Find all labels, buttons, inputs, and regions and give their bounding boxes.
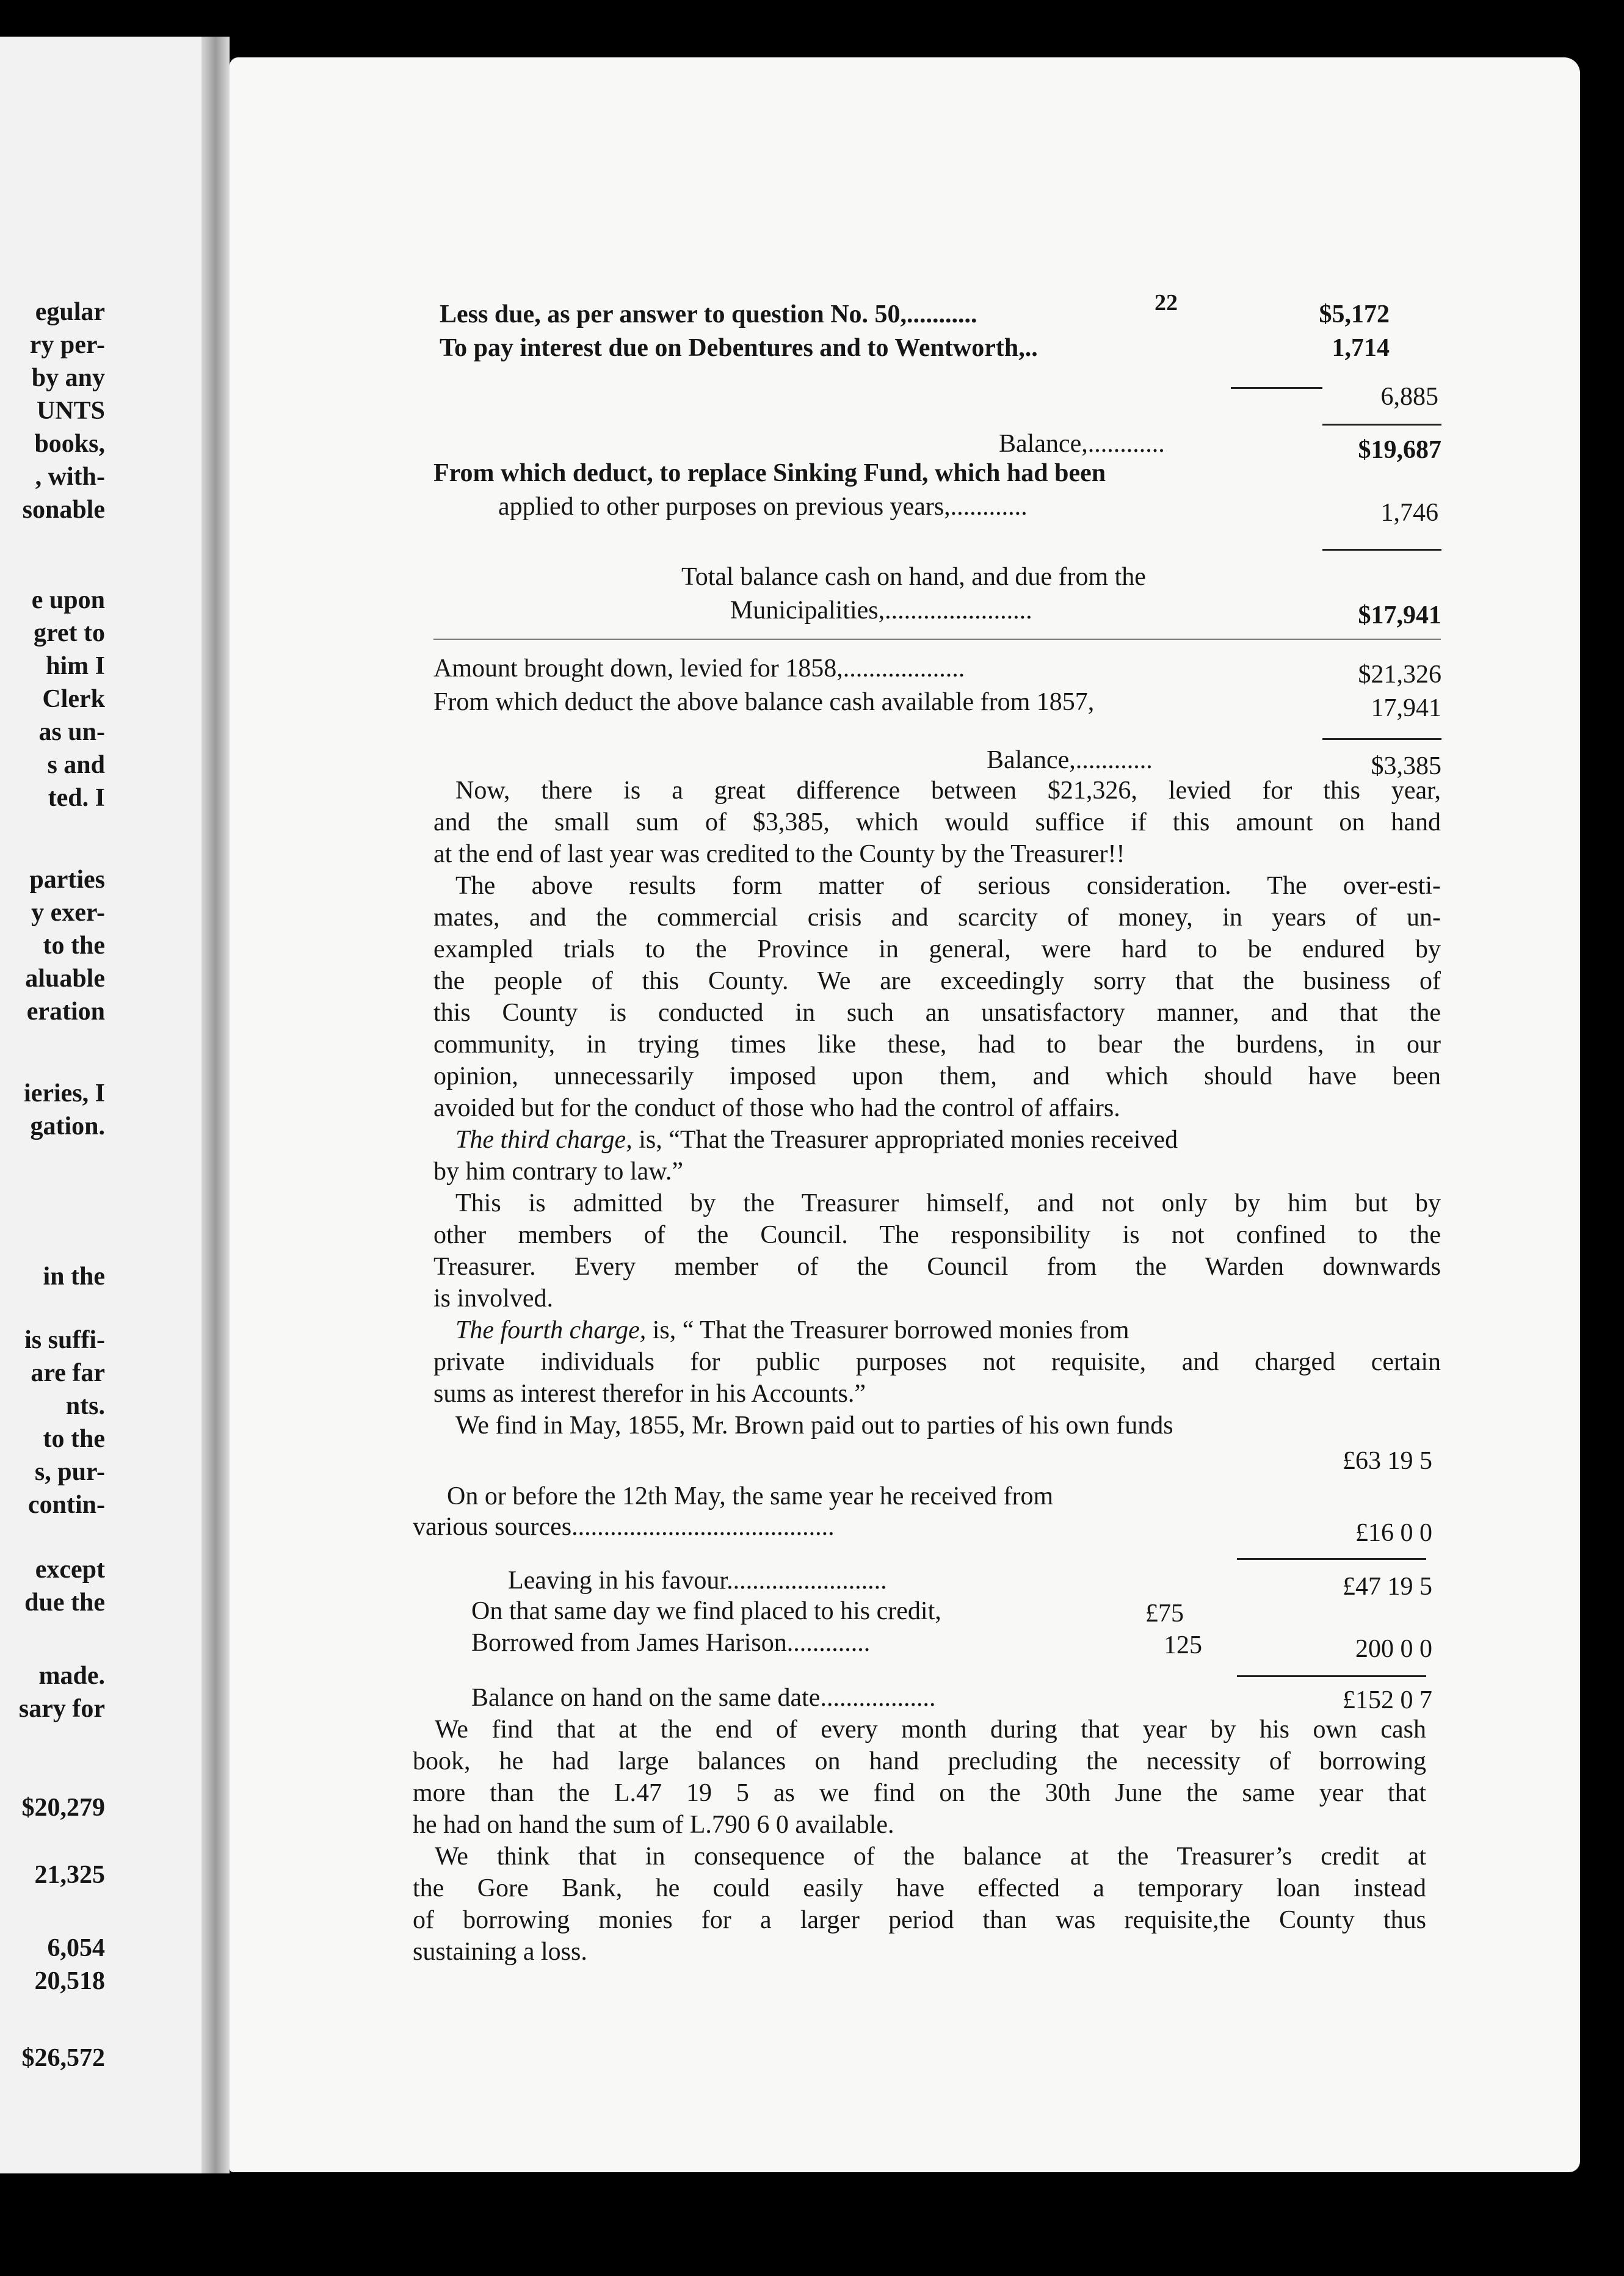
para8-line: sustaining a loss. xyxy=(413,1938,587,1966)
statement1-row1-amount: $5,172 xyxy=(1319,300,1390,328)
facing-page-fragment: $26,572 xyxy=(21,2044,105,2072)
para7-line: We find that at the end of every month during that year by his own cash xyxy=(435,1716,1426,1744)
para1-line: at the end of last year was credited to the County by the Treasurer!! xyxy=(433,840,1125,868)
account-received-line-1: On or before the 12th May, the same year he received from xyxy=(447,1482,1054,1510)
account-balance-amount: £152 0 7 xyxy=(1343,1686,1432,1714)
para1-line: Now, there is a great difference between $21,326, levied for this year, xyxy=(455,777,1441,805)
para5-text: is, “ That the Treasurer borrowed monies from xyxy=(646,1316,1129,1344)
facing-page-fragment: UNTS xyxy=(36,397,105,425)
statement2-row2-amount: 17,941 xyxy=(1371,694,1441,722)
facing-page-fragment: to the xyxy=(43,932,105,960)
facing-page-fragment: sonable xyxy=(22,496,105,524)
facing-page-fragment: made. xyxy=(38,1662,105,1690)
statement1-subtotal: 6,885 xyxy=(1380,383,1438,411)
facing-page-fragment: parties xyxy=(29,866,105,894)
para4-line: other members of the Council. The responsibility is not confined to the xyxy=(433,1221,1441,1249)
para4-line: Treasurer. Every member of the Council from the Warden downwards xyxy=(433,1253,1441,1281)
facing-page-fragment: aluable xyxy=(25,965,105,993)
facing-page xyxy=(0,37,201,2173)
facing-page-fragment: in the xyxy=(43,1263,105,1291)
total-line-1: Total balance cash on hand, and due from the xyxy=(681,563,1146,591)
facing-page-fragment: due the xyxy=(24,1589,105,1617)
facing-page-fragment: Clerk xyxy=(42,685,105,713)
facing-page-fragment: s, pur- xyxy=(34,1458,105,1486)
facing-page-fragment: to the xyxy=(43,1425,105,1453)
facing-page-fragment: ry per- xyxy=(29,331,105,359)
deduct-amount: 1,746 xyxy=(1380,499,1438,527)
facing-page-fragment: gation. xyxy=(30,1112,105,1140)
para8-line: the Gore Bank, he could easily have effected a temporary loan instead xyxy=(413,1874,1426,1902)
facing-page-fragment: 21,325 xyxy=(34,1861,105,1889)
facing-page-fragment: e upon xyxy=(31,586,105,614)
facing-page-fragment: him I xyxy=(46,652,105,680)
facing-page-fragment: by any xyxy=(31,364,105,392)
subtotal-rule xyxy=(1231,387,1322,389)
para4-line: This is admitted by the Treasurer himself, and not only by him but by xyxy=(455,1189,1441,1217)
facing-page-fragment: sary for xyxy=(18,1695,105,1723)
book-gutter xyxy=(201,37,230,2173)
para2-line: exampled trials to the Province in general, were hard to be endured by xyxy=(433,935,1441,963)
account-paid-amount: £63 19 5 xyxy=(1343,1447,1432,1475)
total-amount: $17,941 xyxy=(1358,601,1441,629)
deduct-line-1: From which deduct, to replace Sinking Fund, which had been xyxy=(433,459,1106,487)
facing-page-fragment: y exer- xyxy=(31,899,105,927)
account-rule xyxy=(1237,1558,1426,1560)
page-number: 22 xyxy=(1155,290,1178,316)
subtotal-rule-2 xyxy=(1322,424,1441,426)
total-line-2: Municipalities,....................... xyxy=(730,596,1032,625)
para4-line: is involved. xyxy=(433,1285,553,1313)
para2-line: avoided but for the conduct of those who had the control of affairs. xyxy=(433,1094,1120,1122)
account-received-amount: £16 0 0 xyxy=(1355,1519,1432,1547)
account-credit-amount: £75 xyxy=(1145,1600,1184,1628)
facing-page-fragment: $20,279 xyxy=(21,1794,105,1822)
facing-page-fragment: nts. xyxy=(65,1392,105,1420)
statement1-row2-label: To pay interest due on Debentures and to Wentworth,.. xyxy=(440,334,1038,362)
para5-italic: The fourth charge, xyxy=(455,1316,647,1344)
para2-line: opinion, unnecessarily imposed upon them, and which should have been xyxy=(433,1062,1441,1090)
statement2-row2-label: From which deduct the above balance cash available from 1857, xyxy=(433,688,1095,716)
facing-page-fragment: ted. I xyxy=(48,784,105,812)
deduct-line-2: applied to other purposes on previous years,............ xyxy=(498,493,1028,521)
account-rule-2 xyxy=(1237,1675,1426,1677)
facing-page-fragment: eration xyxy=(26,998,105,1026)
para2-line: the people of this County. We are exceedingly sorry that the business of xyxy=(433,967,1441,995)
para3-text: is, “That the Treasurer appropriated monies received xyxy=(632,1126,1178,1154)
facing-page-fragment: as un- xyxy=(38,718,105,746)
para8-line: of borrowing monies for a larger period than was requisite,the County thus xyxy=(413,1906,1426,1934)
document-page xyxy=(230,57,1580,2172)
statement2-balance-label: Balance,............ xyxy=(987,746,1153,774)
para3-line: by him contrary to law.” xyxy=(433,1158,683,1186)
facing-page-fragment: except xyxy=(35,1556,105,1584)
facing-page-fragment: is suffi- xyxy=(24,1326,105,1354)
section-divider xyxy=(433,639,1441,640)
account-balance-label: Balance on hand on the same date.................. xyxy=(471,1684,936,1712)
statement1-row1-label: Less due, as per answer to question No. 50,........... xyxy=(440,300,977,328)
para8-line: We think that in consequence of the balance at the Treasurer’s credit at xyxy=(435,1843,1426,1871)
facing-page-fragment: gret to xyxy=(34,619,105,647)
deduct-rule xyxy=(1322,549,1441,551)
statement2-rule xyxy=(1322,738,1441,740)
para2-line: this County is conducted in such an unsatisfactory manner, and that the xyxy=(433,999,1441,1027)
para7-line: book, he had large balances on hand precluding the necessity of borrowing xyxy=(413,1747,1426,1775)
para5-line-1 xyxy=(455,1317,1129,1343)
account-borrowed-total: 200 0 0 xyxy=(1355,1635,1432,1663)
statement2-row1-label: Amount brought down, levied for 1858,................... xyxy=(433,654,965,683)
account-credit-label: On that same day we find placed to his credit, xyxy=(471,1597,941,1625)
para6-line: We find in May, 1855, Mr. Brown paid out to parties of his own funds xyxy=(455,1412,1173,1440)
account-borrowed-amount: 125 xyxy=(1164,1631,1202,1659)
facing-page-fragment: books, xyxy=(34,430,105,458)
account-received-line-2: various sources......................................... xyxy=(413,1513,835,1541)
para2-line: mates, and the commercial crisis and scarcity of money, in years of un- xyxy=(433,904,1441,932)
para3-line-1 xyxy=(455,1127,1178,1153)
para7-line: he had on hand the sum of L.790 6 0 available. xyxy=(413,1811,894,1839)
account-leaving-amount: £47 19 5 xyxy=(1343,1573,1432,1601)
facing-page-fragment: contin- xyxy=(28,1491,105,1519)
statement1-row2-amount: 1,714 xyxy=(1332,334,1390,362)
facing-page-fragment: are far xyxy=(31,1359,105,1387)
para2-line: community, in trying times like these, had to bear the burdens, in our xyxy=(433,1031,1441,1059)
para3-italic: The third charge, xyxy=(455,1126,633,1154)
account-leaving-label: Leaving in his favour......................... xyxy=(508,1567,887,1595)
para1-line: and the small sum of $3,385, which would suffice if this amount on hand xyxy=(433,808,1441,836)
statement2-balance-amount: $3,385 xyxy=(1371,752,1441,780)
facing-page-fragment: 6,054 xyxy=(47,1934,105,1962)
para7-line: more than the L.47 19 5 as we find on the 30th June the same year that xyxy=(413,1779,1426,1807)
para5-line: sums as interest therefor in his Accounts.” xyxy=(433,1380,866,1408)
facing-page-fragment: 20,518 xyxy=(34,1967,105,1995)
facing-page-fragment: ieries, I xyxy=(24,1079,105,1107)
account-borrowed-label: Borrowed from James Harison............. xyxy=(471,1629,871,1657)
para2-line: The above results form matter of serious consideration. The over-esti- xyxy=(455,872,1441,900)
statement1-balance-amount: $19,687 xyxy=(1358,436,1441,464)
facing-page-fragment: egular xyxy=(35,298,105,326)
statement2-row1-amount: $21,326 xyxy=(1358,661,1441,689)
facing-page-fragment: s and xyxy=(47,751,105,779)
statement1-balance-label: Balance,............ xyxy=(999,430,1165,458)
para5-line: private individuals for public purposes not requisite, and charged certain xyxy=(433,1348,1441,1376)
facing-page-fragment: , with- xyxy=(35,463,105,491)
